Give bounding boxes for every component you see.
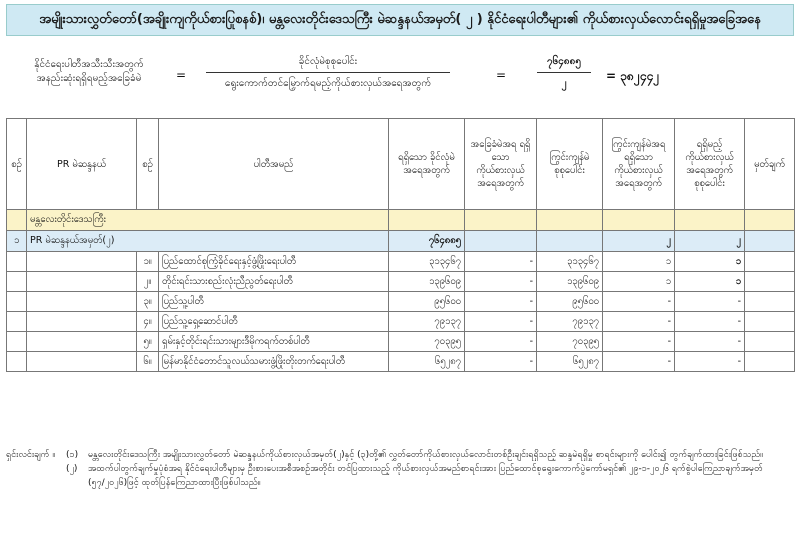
- cell: [389, 210, 465, 231]
- cell: [7, 312, 27, 332]
- col-header-party-index: စဉ်: [137, 119, 159, 210]
- pr-index: ၁: [7, 231, 27, 252]
- party-index: ၅။: [137, 332, 159, 352]
- party-name: မြန်မာနိုင်ငံတောင်သူလယ်သမားဖွံ့ဖြိုးတိုးတက်ရေးပါတီ: [159, 352, 389, 372]
- formula-numerator: ခိုင်လုံမဲစုစုပေါင်း: [298, 56, 358, 67]
- cell: [7, 292, 27, 312]
- party-base-seats: -: [465, 312, 537, 332]
- party-votes: ၉၅၆၀၀: [389, 292, 465, 312]
- party-votes: ၇၉၁၃၇: [389, 312, 465, 332]
- party-index: ၆။: [137, 352, 159, 372]
- table-row: [7, 272, 795, 292]
- party-index: ၁။: [137, 252, 159, 272]
- col-header-remainder-votes: ကြွင်းကျန်မဲ စုစုပေါင်း: [537, 119, 603, 210]
- cell: [745, 252, 795, 272]
- party-remainder-seats: ၁: [603, 252, 675, 272]
- party-remainder-seats: -: [603, 352, 675, 372]
- col-header-valid-votes: ရရှိသော ခိုင်လုံမဲ အရေအတွက်: [389, 119, 465, 210]
- party-base-seats: -: [465, 352, 537, 372]
- cell: [537, 210, 603, 231]
- party-index: ၄။: [137, 312, 159, 332]
- party-index: ၂။: [137, 272, 159, 292]
- pr-valid-votes: ၇၆၄၈၈၅: [389, 231, 465, 252]
- table-row: [7, 312, 795, 332]
- cell: [745, 292, 795, 312]
- cell: [27, 272, 137, 292]
- formula-left-label: နိုင်ငံရေးပါတီအသီးသီးအတွက် အနည်းဆုံးရရှိရမည့်အခြေခံမဲ: [34, 59, 144, 84]
- cell: [27, 292, 137, 312]
- cell: [603, 210, 675, 231]
- cell: [7, 272, 27, 292]
- cell: [7, 210, 27, 231]
- seat-formula: [6, 42, 794, 108]
- formula-value-fraction: [533, 54, 595, 91]
- formula-equals-1: =: [176, 68, 187, 82]
- party-total-seats: ၁: [675, 252, 745, 272]
- party-total-seats: ၁: [675, 272, 745, 292]
- party-remainder-seats: -: [603, 312, 675, 332]
- col-header-total-seats: ရရှိမည့် ကိုယ်စားလှယ် အရေအတွက် စုစုပေါင်း: [675, 119, 745, 210]
- party-remainder-votes: ၆၅၂၈၇: [537, 352, 603, 372]
- party-remainder-seats: -: [603, 292, 675, 312]
- table-header-row: [7, 119, 795, 210]
- formula-denominator: ရွေးကောက်တင်မြှောက်ရမည့်ကိုယ်စားလှယ်အရေအတွက်: [224, 78, 432, 89]
- party-total-seats: -: [675, 292, 745, 312]
- col-header-index: စဉ်: [7, 119, 27, 210]
- party-name: ရှမ်းနှင့်တိုင်းရင်းသားများဒီမိုကရက်တစ်ပါတီ: [159, 332, 389, 352]
- party-votes: ၃၁၃၄၆၇: [389, 252, 465, 272]
- party-votes: ၆၅၂၈၇: [389, 352, 465, 372]
- note-1-text: မန္တလေးတိုင်းဒေသကြီး အမျိုးသားလွှတ်တော် မဲဆန္ဒနယ်ကိုယ်စားလှယ်အမှတ်(၂)နှင့် (၃)တို့၏ လွှတ်တော်ကိုယ်စားလှယ်လောင်းတစ်ဦးချင်းရရှိသည့် ဆန္ဒမဲရရှိမှု စာရင်းများကို ပေါင်း၍ တွက်ချက်ထားခြင်းဖြစ်သည်။: [88, 450, 763, 460]
- party-remainder-votes: ၉၅၆၀၀: [537, 292, 603, 312]
- cell: [27, 332, 137, 352]
- party-remainder-votes: ၇၉၁၃၇: [537, 312, 603, 332]
- party-remainder-votes: ၃၁၃၄၆၇: [537, 252, 603, 272]
- note-2-index: (၂): [66, 464, 78, 474]
- cell: [7, 352, 27, 372]
- party-votes: ၁၃၉၆၀၉: [389, 272, 465, 292]
- formula-value-numerator: ၇၆၄၈၈၅: [547, 56, 581, 67]
- note-1-index: (၁): [66, 450, 79, 460]
- party-name: တိုင်းရင်းသားစည်းလုံးညီညွတ်ရေးပါတီ: [159, 272, 389, 292]
- party-remainder-votes: ၁၃၉၆၀၉: [537, 272, 603, 292]
- note-2-text: အထက်ပါတွက်ချက်မှုပုံစံအရ နိုင်ငံရေးပါတီများမှ ဦးစားပေးအစီအစဉ်အတိုင်း တင်ပြထားသည့် ကိုယ်စားလှယ်အမည်စာရင်းအား ပြည်ထောင်စုရွေးကောက်ပွဲကော်မရှင်၏ ၂၉-၁-၂၀၂၆ ရက်စွဲပါကြေညာချက်အမှတ် (၅၇/၂၀၂၆)ဖြင့် ထုတ်ပြန်ကြေညာထားပြီးဖြစ်ပါသည်။: [88, 464, 763, 488]
- party-base-seats: -: [465, 272, 537, 292]
- party-total-seats: -: [675, 332, 745, 352]
- party-total-seats: -: [675, 352, 745, 372]
- table-row: [7, 252, 795, 272]
- cell: [27, 352, 137, 372]
- cell: [7, 332, 27, 352]
- cell: [27, 252, 137, 272]
- cell: [745, 332, 795, 352]
- formula-result: = ၃၈၂၄၄၂: [606, 69, 660, 83]
- col-header-party-name: ပါတီအမည်: [159, 119, 389, 210]
- cell: [465, 210, 537, 231]
- cell: [675, 210, 745, 231]
- pr-constituency-row: [7, 231, 795, 252]
- party-name: ပြည်ထောင်စုကြံ့ခိုင်ရေးနှင့်ဖွံ့ဖြိုးရေးပါတီ: [159, 252, 389, 272]
- notes-label: ရှင်းလင်းချက် ။: [6, 450, 56, 460]
- cell: [537, 231, 603, 252]
- table-row: [7, 292, 795, 312]
- table-row: [7, 352, 795, 372]
- party-name: ပြည်သူ့ပါတီ: [159, 292, 389, 312]
- party-index: ၃။: [137, 292, 159, 312]
- cell: [745, 210, 795, 231]
- cell: [745, 352, 795, 372]
- cell: [7, 252, 27, 272]
- page-title: အမျိုးသားလွှတ်တော်(အချိုးကျကိုယ်စားပြုစနစ်)၊ မန္တလေးတိုင်းဒေသကြီး မဲဆန္ဒနယ်အမှတ်( ၂ ) နိုင်ငံရေးပါတီများ၏ ကိုယ်စားလှယ်လောင်းရရှိမှုအခြေအနေ: [6, 4, 794, 36]
- party-total-seats: -: [675, 312, 745, 332]
- cell: [27, 312, 137, 332]
- col-header-remainder-seats: ကြွင်းကျန်မဲအရ ရရှိသော ကိုယ်စားလှယ် အရေအတွက်: [603, 119, 675, 210]
- pr-name: PR မဲဆန္ဒနယ်အမှတ်(၂): [27, 231, 389, 252]
- col-header-remarks: မှတ်ချက်: [745, 119, 795, 210]
- cell: [745, 231, 795, 252]
- party-remainder-votes: ၇၀၃၉၅: [537, 332, 603, 352]
- party-base-seats: -: [465, 252, 537, 272]
- cell: [465, 231, 537, 252]
- col-header-base-seats: အခြေခံမဲအရ ရရှိသော ကိုယ်စားလှယ် အရေအတွက်: [465, 119, 537, 210]
- formula-equals-2: =: [496, 68, 507, 82]
- party-remainder-seats: -: [603, 332, 675, 352]
- party-remainder-seats: ၁: [603, 272, 675, 292]
- party-votes: ၇၀၃၉၅: [389, 332, 465, 352]
- cell: [745, 272, 795, 292]
- results-table: [6, 118, 795, 372]
- formula-value-denominator: ၂: [561, 78, 567, 89]
- table-row: [7, 332, 795, 352]
- note-2: [6, 462, 794, 490]
- explanation-notes: [6, 448, 794, 490]
- pr-remainder-seats: ၂: [603, 231, 675, 252]
- notes-spacer: [6, 462, 66, 490]
- cell: [745, 312, 795, 332]
- formula-fraction: [202, 54, 454, 91]
- party-name: ပြည်သူ့ရှေ့ဆောင်ပါတီ: [159, 312, 389, 332]
- region-name: မန္တလေးတိုင်းဒေသကြီး: [27, 210, 389, 231]
- note-1: [6, 448, 794, 462]
- party-base-seats: -: [465, 332, 537, 352]
- col-header-pr-constituency: PR မဲဆန္ဒနယ်: [27, 119, 137, 210]
- party-base-seats: -: [465, 292, 537, 312]
- pr-total-seats: ၂: [675, 231, 745, 252]
- region-row: [7, 210, 795, 231]
